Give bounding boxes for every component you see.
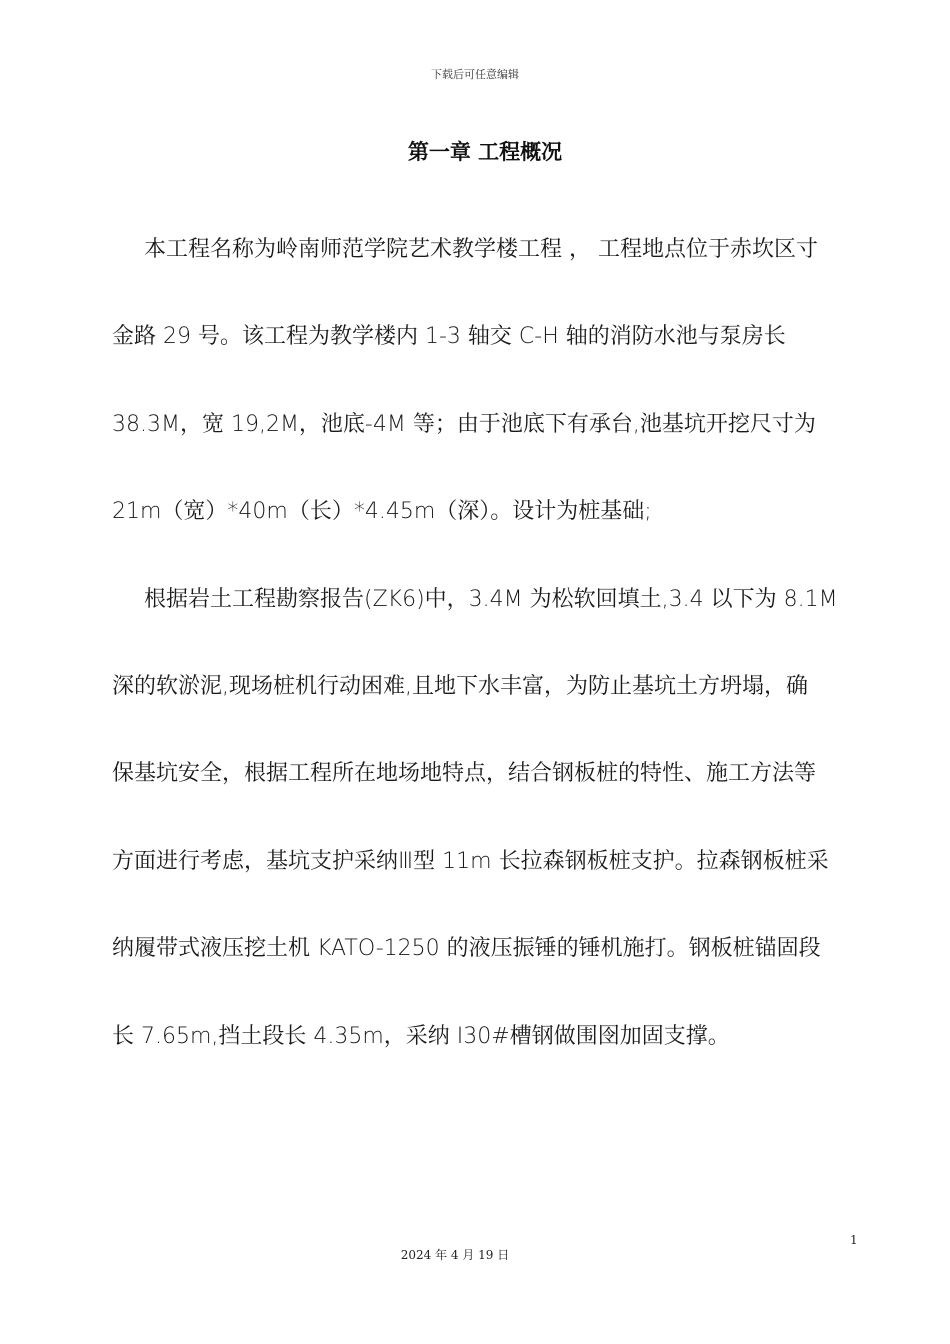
- paragraph-2-line-6: 长 7.65m,挡土段长 4.35m，采纳 I30#槽钢做围囹加固支撑。: [112, 1023, 730, 1049]
- paragraph-1-line-1: 本工程名称为岭南师范学院艺术教学楼工程 ， 工程地点位于赤坎区寸: [144, 237, 818, 262]
- paragraph-2-line-2: 深的软淤泥,现场桩机行动困难,且地下水丰富，为防止基坑土方坍塌，确: [112, 673, 808, 699]
- paragraph-2-line-5: 纳履带式液压挖土机 KATO-1250 的液压振锤的锤机施打。钢板桩锚固段: [112, 936, 821, 962]
- chapter-title: 第一章 工程概况: [407, 140, 563, 164]
- paragraph-2-line-4: 方面进行考虑，基坑支护采纳Ⅲ型 11m 长拉森钢板桩支护。拉森钢板桩采: [112, 848, 829, 874]
- footer-date: 2024 年 4 月 19 日: [400, 1248, 510, 1262]
- paragraph-1-line-3: 38.3M，宽 19,2M，池底-4M 等；由于池底下有承台,池基坑开挖尺寸为: [112, 411, 816, 437]
- paragraph-1-line-2: 金路 29 号。该工程为教学楼内 1-3 轴交 C-H 轴的消防水池与泵房长: [112, 324, 786, 350]
- paragraph-2-line-1: 根据岩土工程勘察报告(ZK6)中，3.4M 为松软回填土,3.4 以下为 8.1M: [144, 586, 838, 612]
- page-number: 1: [850, 1233, 858, 1247]
- header-note: 下载后可任意编辑: [431, 68, 519, 81]
- paragraph-1-line-4: 21m（宽）*40m（长）*4.45m（深）。设计为桩基础;: [112, 499, 652, 525]
- body-text: [112, 224, 860, 1098]
- paragraph-2-line-3: 保基坑安全，根据工程所在地场地特点，结合钢板桩的特性、施工方法等: [112, 761, 817, 787]
